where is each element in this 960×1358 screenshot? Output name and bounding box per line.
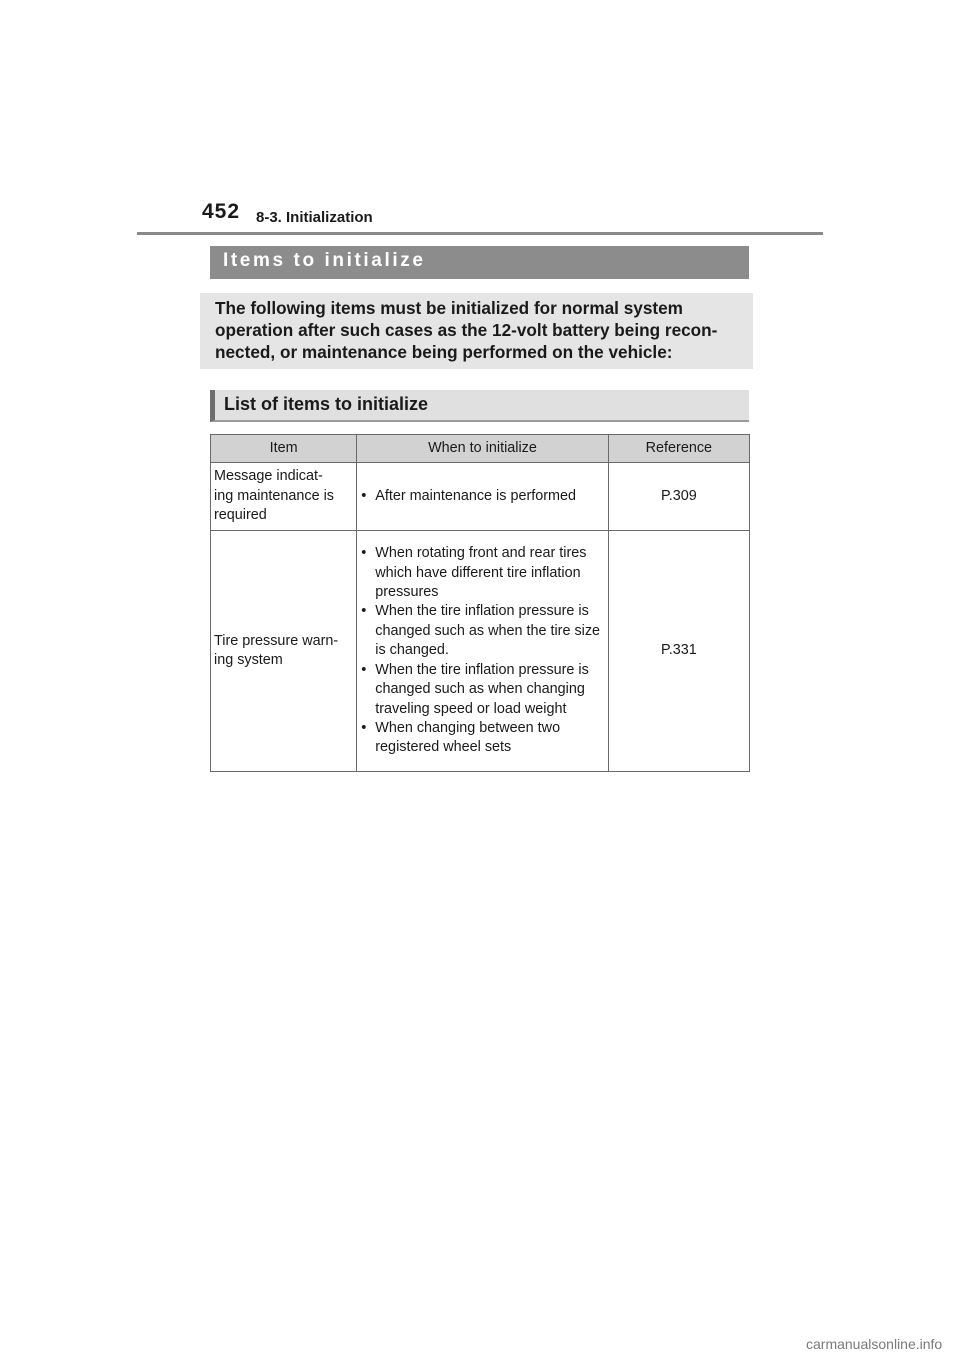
condition-list [357,544,607,757]
condition-list [357,487,607,506]
page-number: 452 [202,200,241,223]
list-heading: List of items to initialize [210,390,749,422]
table-row [211,463,750,531]
when-cell [357,531,608,772]
reference-cell: P.309 [608,463,749,531]
intro-line: nected, or maintenance being performed on the vehicle: [215,342,673,362]
item-cell [211,463,357,531]
page-title: Items to initialize [210,246,749,279]
when-cell [357,463,608,531]
section-title: 8-3. Initialization [256,209,373,226]
item-cell [211,531,357,772]
item-line: Tire pressure warn- [214,632,339,649]
condition-item: • When the tire inflation pressure is changed such as when the tire size is changed. [361,602,607,660]
reference-cell: P.331 [608,531,749,772]
table-row [211,531,750,772]
watermark: carmanualsonline.info [806,1336,943,1352]
table-header-row [211,435,750,463]
condition-item: • When the tire inflation pressure is changed such as when changing traveling speed or load weight [361,661,607,719]
item-line: Message indicat- [214,468,323,485]
item-line: required [214,507,267,524]
condition-item: • When rotating front and rear tires which have different tire inflation pressures [361,544,607,602]
column-header-reference: Reference [608,435,749,463]
intro-text-box [200,293,753,369]
initialization-table [210,434,750,772]
column-header-when: When to initialize [357,435,608,463]
condition-item: • When changing between two registered wheel sets [361,719,607,758]
column-header-item: Item [211,435,357,463]
intro-line: operation after such cases as the 12-volt battery being recon- [215,320,718,340]
item-line: ing system [214,652,283,668]
item-line: ing maintenance is [214,487,334,504]
condition-item: • After maintenance is performed [361,487,607,506]
intro-line: The following items must be initialized for normal system [215,298,683,318]
header-divider [137,232,823,235]
